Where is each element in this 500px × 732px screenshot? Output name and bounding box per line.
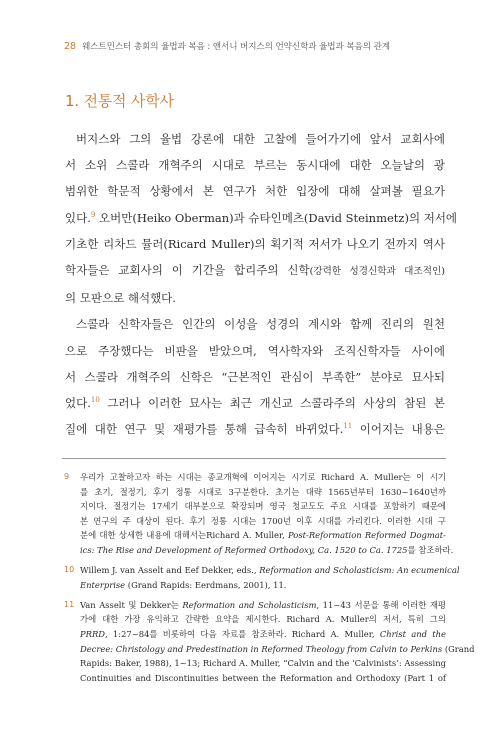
book-title: Enterprise [80,579,126,590]
text-segment: (Grand [442,643,475,654]
text-segment: Van Asselt 및 Dekker는 [80,599,183,610]
text-segment: Willem J. van Asselt and Eef Dekker, eds., [80,565,260,576]
footnote-line [80,543,454,558]
paragraph-line [65,416,445,442]
footnote-line: 본 연구의 주 대상이 된다. 후기 정통 시대는 1700년 이후 시대를 가리킨다. 이러한 시대 구 [80,515,446,526]
paragraph-line [65,390,445,416]
text-segment: 있다. [65,210,91,225]
footnote-11 [64,598,475,686]
footnote-number: 11 [64,599,75,609]
page-number: 28 [64,41,77,52]
footnote-line [80,642,475,657]
text-segment: (Grand Rapids: Eerdmans, 2001), 11. [125,579,287,590]
text-segment: 오버만(Heiko Oberman)과 슈타인메츠(David Steinmetz)의 저서에 [95,210,458,225]
paragraph-line: 의 모판으로 해석했다. [65,291,176,306]
paragraph-line: 범위한 학문적 상황에서 본 연구가 처한 입장에 대해 살펴볼 필요가 [65,184,445,199]
footnote-divider [62,458,446,459]
text-segment: 를 참조하라. [407,544,454,555]
body-text [65,126,458,442]
footnote-line [80,578,446,593]
book-title: PRRD [80,628,105,639]
paragraph-line: 으로 주장했다는 비판을 받았으며, 역사학자와 조직신학자들 사이에 [65,343,445,358]
text-segment: 학자들은 교회사의 이 기간을 합리주의 신학 [65,263,310,278]
footnote-line: 지이다. 절정기는 17세기 대부분으로 확장되며 영국 청교도도 주요 시대를 포함하기 때문에 [80,501,446,512]
book-title: Reformation and Scholasticism [182,599,317,610]
footnote-ref-11[interactable]: 11 [343,422,353,431]
footnotes [64,470,475,691]
text-segment: 이어지는 내용은 [352,422,446,437]
footnote-10 [64,563,460,592]
book-title: Decree: Christology and Predestination in Reformed Theology from Calvin to Perkins [80,643,443,654]
footnote-number: 9 [64,472,70,481]
paragraph-line: 서 소위 스콜라 개혁주의 시대로 부르는 동시대에 대한 오늘날의 광 [65,158,445,173]
book-title: ics: The Rise and Development of Reformed Orthodoxy, Ca. 1520 to Ca. 1725 [80,544,408,555]
paragraph-line: 서 스콜라 개혁주의 신학은 “근본적인 관심이 부족한” 분야로 묘사되 [65,369,445,384]
footnote-line [80,528,446,543]
running-header [64,40,464,52]
text-segment: (강력한 성경신학과 대조적인) [309,266,445,278]
footnote-line: Continuities and Discontinuities between the Reformation and Orthodoxy (Part 1 of [80,672,446,683]
text-segment: 그러나 이러한 묘사는 최근 개신교 스콜라주의 사상의 참된 본 [99,396,445,411]
footnote-line: 우리가 고찰하고자 하는 시대는 종교개혁에 이어지는 시기로 Richard A. Muller는 이 시기 [80,472,446,482]
footnote-line [80,598,446,613]
book-title: Post-Reformation Reformed Dogmat- [287,530,446,541]
text-segment: 분에 대한 상세한 내용에 대해서는Richard A. Muller, [80,530,288,541]
footnote-line [80,627,446,642]
paragraph-line: 기초한 리차드 뮬러(Ricard Muller)의 획기적 저서가 나오기 전까지 역사 [65,236,445,251]
footnote-line: 를 초기, 절정기, 후기 정통 시대로 3구분한다. 초기는 대략 1565년부터 1630~1640년까 [80,486,446,497]
book-title: Reformation and Scholasticism: An ecumenical [259,565,460,576]
text-segment: , 1:27~84를 비롯하여 다음 자료를 참조하라. Richard A. Muller, [104,628,380,639]
text-segment: 질에 대한 연구 및 재평가를 통해 급속히 바뀌었다. [65,422,344,437]
footnote-number: 10 [64,565,75,575]
text-segment: , 11~43 서문을 통해 이러한 재평 [316,599,446,610]
text-segment: 었다. [65,396,91,411]
footnote-line: 가에 대한 가장 유익하고 간략한 요약을 제시한다. Richard A. Muller의 저서, 특히 그의 [80,614,446,625]
footnote-line: Rapids: Baker, 1988), 1~13; Richard A. Muller, “Calvin and the ‘Calvinists’: Assessing [80,658,446,669]
book-title: Christ and the [379,628,447,639]
footnote-ref-10[interactable]: 10 [90,396,100,405]
footnote-line [80,563,460,578]
paragraph-line: 버지스와 그의 율법 강론에 대한 고찰에 들어가기에 앞서 교회사에 [76,132,445,146]
running-title: 웨스트민스터 총회의 율법과 복음 : 앤서니 버지스의 언약신학과 율법과 복음의 관계 [82,42,390,52]
paragraph-line: 스콜라 신학자들은 인간의 이성을 성경의 계시와 함께 진리의 원천 [76,317,445,332]
footnote-ref-9[interactable]: 9 [90,210,96,219]
section-title: 1. 전통적 사학사 [65,92,174,110]
footnote-9 [64,470,454,558]
paragraph-line [65,257,445,285]
paragraph-line [65,205,458,231]
